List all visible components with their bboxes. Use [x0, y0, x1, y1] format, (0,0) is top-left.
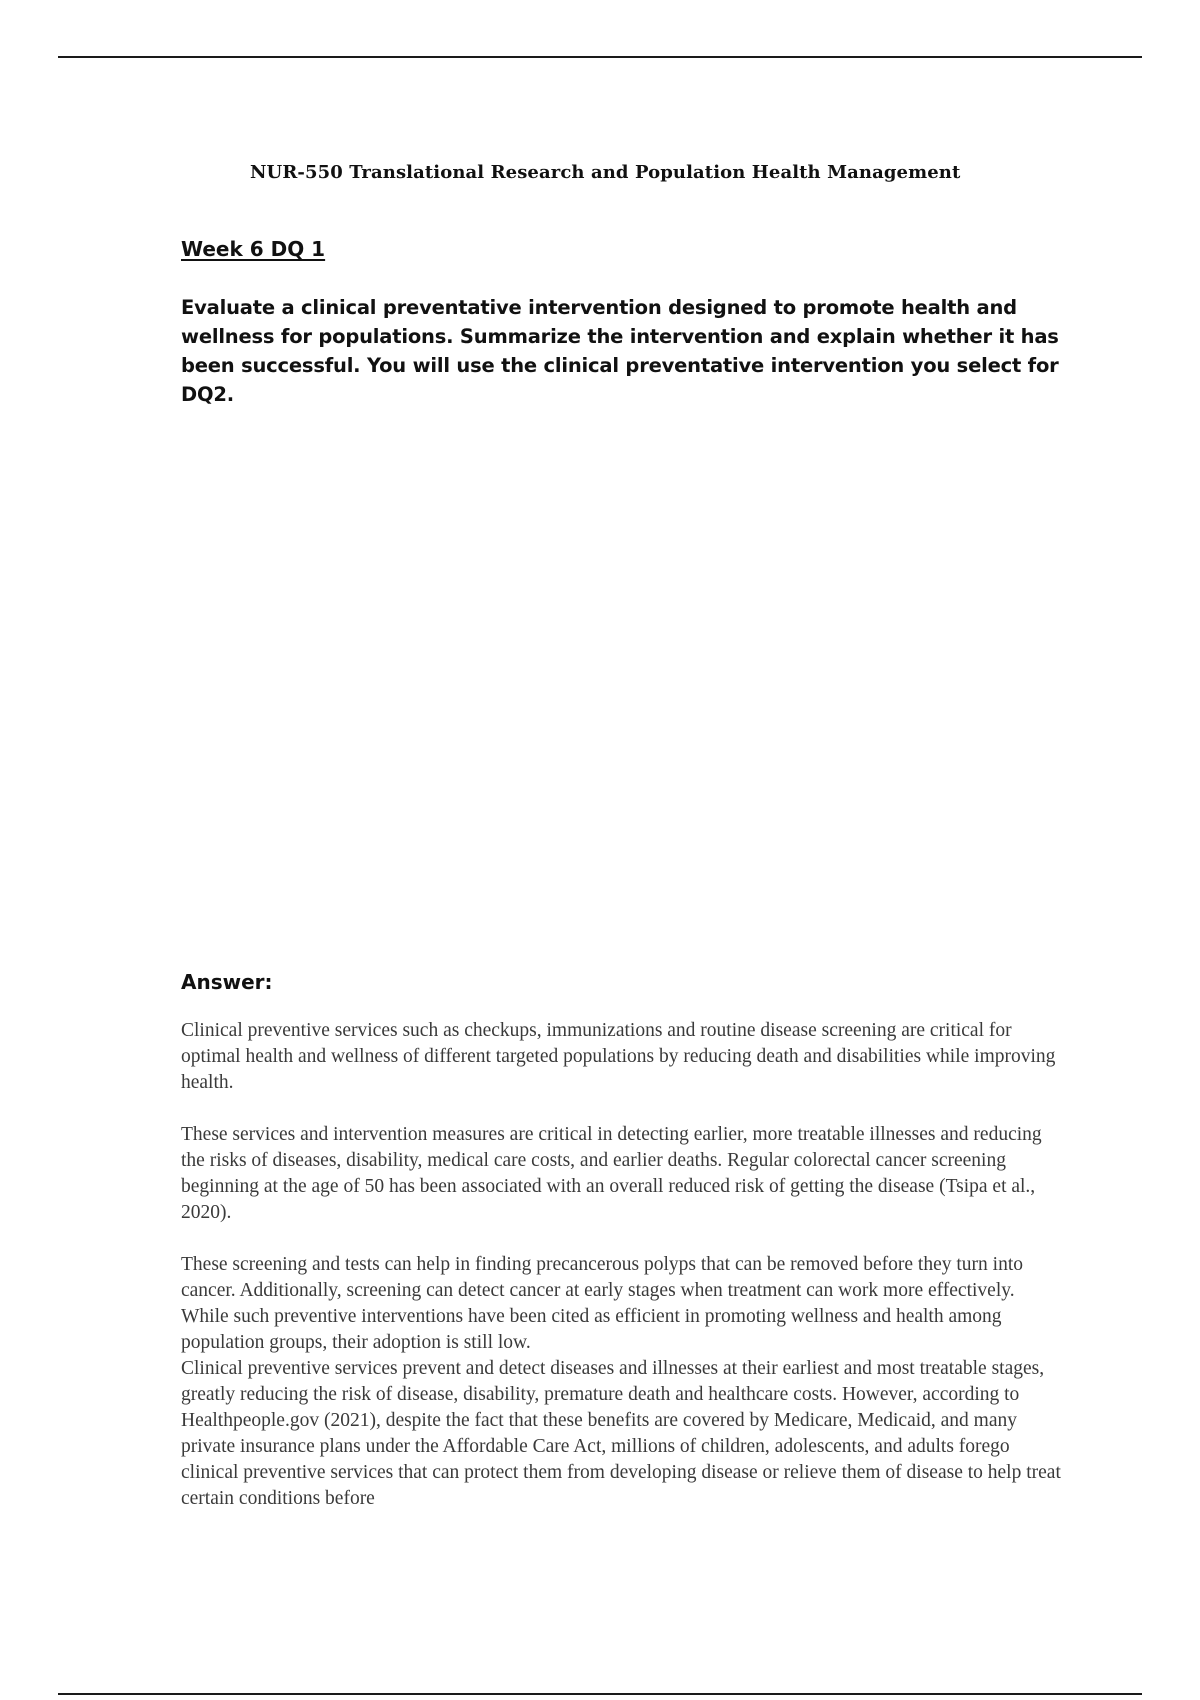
- bottom-divider: [58, 1693, 1142, 1695]
- answer-paragraph-3: These screening and tests can help in finding precancerous polyps that can be removed before they turn into cancer. Additionally, screening can detect cancer at early stages when treatment can work more effectively. While such preventive interventions have been cited as efficient in promoting wellness and health among population groups, their adoption is still low.: [181, 1254, 1024, 1353]
- answer-paragraph-1: Clinical preventive services such as checkups, immunizations and routine disease screening are critical for optimal health and wellness of different targeted populations by reducing death and disabilities while improving health.: [181, 1020, 1056, 1093]
- week-heading: Week 6 DQ 1: [181, 237, 326, 261]
- top-divider: [58, 56, 1142, 58]
- discussion-prompt: Evaluate a clinical preventative intervention designed to promote health and wellness for populations. Summarize the intervention and explain whether it has been successful. You will use the clinical preventative intervention you select for DQ2.: [181, 296, 1059, 406]
- answer-heading: Answer:: [181, 970, 273, 994]
- answer-paragraph-2: These services and intervention measures are critical in detecting earlier, more treatable illnesses and reducing the risks of diseases, disability, medical care costs, and earlier deaths. Regular colorectal cancer screening beginning at the age of 50 has been associated with an overall reduced risk of getting the disease (Tsipa et al., 2020).: [181, 1124, 1042, 1223]
- answer-body: [181, 1018, 1061, 1512]
- answer-paragraph-4: Clinical preventive services prevent and detect diseases and illnesses at their earliest and most treatable stages, greatly reducing the risk of disease, disability, premature death and healthcare costs. However, according to Healthpeople.gov (2021), despite the fact that these benefits are covered by Medicare, Medicaid, and many private insurance plans under the Affordable Care Act, millions of children, adolescents, and adults forego clinical preventive services that can protect them from developing disease or relieve them of disease to help treat certain conditions before: [181, 1358, 1061, 1509]
- course-title: NUR-550 Translational Research and Population Health Management: [250, 162, 961, 183]
